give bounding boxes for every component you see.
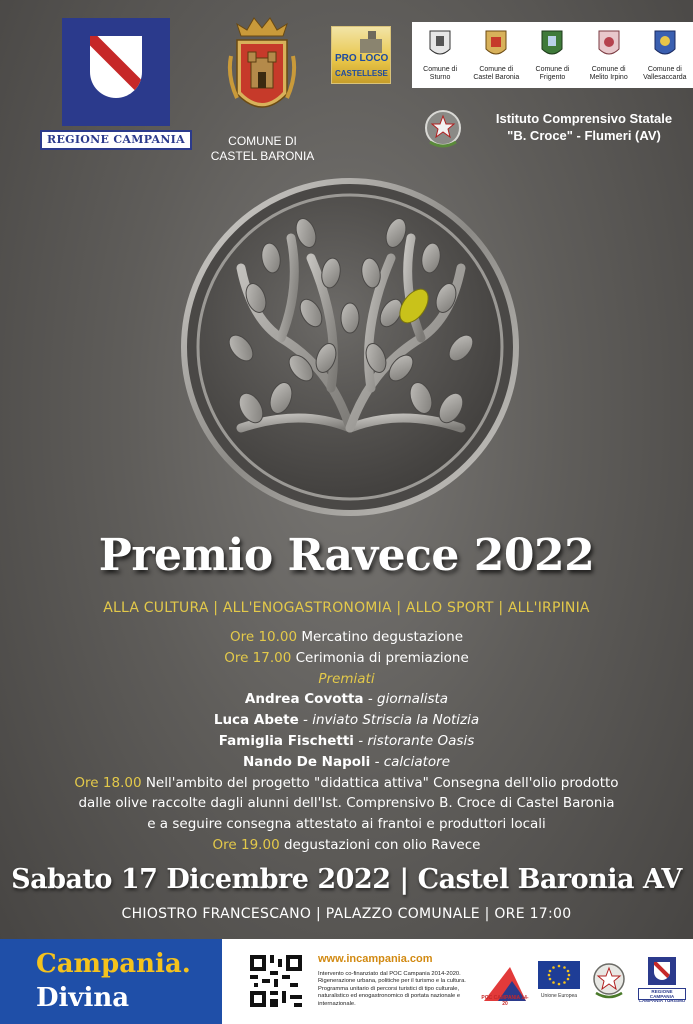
crest-icon bbox=[427, 27, 453, 59]
comune-label-line1: COMUNE DI bbox=[228, 134, 297, 148]
comune-name-line1: Comune di bbox=[647, 66, 682, 73]
footer-funding-text: Intervento co-finanziato dal POC Campania 2014-2020. Rigenerazione urbana, politiche per il turismo e la cultura. Programma unitario di percorsi turistici di tipo culturale, naturalistico ed enogastronomico di portata nazionale e internazionale. bbox=[318, 971, 466, 1007]
comune-castel-baronia bbox=[470, 27, 522, 88]
comune-name-line1: Comune di bbox=[423, 66, 458, 73]
comune-name-line1: Comune di bbox=[591, 66, 626, 73]
comune-name-line2: Melito Irpino bbox=[589, 74, 628, 81]
comune-name-line2: Castel Baronia bbox=[473, 74, 520, 81]
brand-line1: Campania. bbox=[36, 949, 191, 979]
poc-campania-logo bbox=[480, 961, 530, 1005]
premiato-item bbox=[0, 731, 693, 752]
proloco-tower-icon bbox=[332, 27, 392, 53]
premiati-label: Premiati bbox=[318, 670, 375, 687]
comune-sturno bbox=[414, 27, 466, 88]
poc-label: POC CAMPANIA 14-20 bbox=[481, 995, 529, 1007]
premiato-item bbox=[0, 752, 693, 773]
castle-crest-icon bbox=[227, 16, 297, 124]
istituto-comprensivo-header bbox=[424, 108, 693, 154]
premiato-role: - inviato Striscia la Notizia bbox=[298, 712, 480, 729]
footer-url-link[interactable]: www.incampania.com bbox=[318, 953, 433, 965]
program-time: Ore 10.00 bbox=[229, 629, 298, 645]
regione-campania-small-logo bbox=[638, 957, 686, 1013]
comune-castel-baronia-logo bbox=[205, 16, 320, 166]
program-item bbox=[0, 648, 693, 669]
program-text-continued: dalle olive raccolte dagli alunni dell'Ist. Comprensivo B. Croce di Castel Baronia bbox=[78, 795, 615, 812]
comune-name-line2: Sturno bbox=[429, 74, 451, 81]
premiato-item bbox=[0, 710, 693, 731]
italian-republic-emblem-icon bbox=[592, 961, 626, 1001]
event-program bbox=[0, 627, 693, 856]
eu-logo bbox=[538, 961, 580, 1003]
regione-campania-logo bbox=[40, 18, 192, 150]
proloco-logo bbox=[331, 26, 391, 84]
eu-flag-icon bbox=[538, 961, 580, 989]
premiato-name: Nando De Napoli bbox=[242, 753, 371, 770]
program-time: Ore 17.00 bbox=[224, 649, 292, 666]
olive-tree-medallion-icon bbox=[181, 178, 519, 516]
crest-icon bbox=[596, 27, 622, 59]
premiato-role: - giornalista bbox=[363, 691, 449, 708]
comuni-logos-strip bbox=[412, 22, 693, 88]
event-title: Premio Ravece 2022 bbox=[98, 530, 595, 581]
program-time: Ore 18.00 bbox=[74, 774, 142, 791]
proloco-label-line1: PRO LOCO bbox=[335, 53, 389, 64]
premiato-item bbox=[0, 689, 693, 710]
istituto-location: "B. Croce" - Flumeri (AV) bbox=[507, 128, 661, 143]
brand-line2: Divina bbox=[36, 983, 130, 1013]
program-item bbox=[0, 773, 693, 794]
premiato-role: - calciatore bbox=[370, 753, 451, 770]
comune-name-line1: Comune di bbox=[535, 66, 570, 73]
program-text-continued: e a seguire consegna attestato ai frantoi e produttori locali bbox=[147, 816, 546, 833]
event-subtitle: ALLA CULTURA | ALL'ENOGASTRONOMIA | ALLO SPORT | ALL'IRPINIA bbox=[103, 600, 590, 616]
program-text: Mercatino degustazione bbox=[297, 629, 464, 645]
comune-name-line1: Comune di bbox=[479, 66, 514, 73]
program-text: Cerimonia di premiazione bbox=[291, 649, 469, 666]
comune-label-line2: CASTEL BARONIA bbox=[210, 149, 315, 163]
program-text: Nell'ambito del progetto "didattica attiva" Consegna dell'olio prodotto bbox=[141, 774, 619, 791]
comune-name-line2: Frigento bbox=[539, 74, 566, 81]
italian-republic-emblem-icon bbox=[424, 108, 462, 150]
crest-icon bbox=[539, 27, 565, 59]
regione-shield-icon bbox=[62, 18, 170, 126]
premiato-name: Famiglia Fischetti bbox=[218, 732, 354, 749]
proloco-label-line2: CASTELLESE bbox=[335, 69, 388, 78]
regione-label: REGIONE CAMPANIA bbox=[40, 130, 192, 150]
crest-icon bbox=[483, 27, 509, 59]
comune-melito-irpino bbox=[583, 27, 635, 88]
premiato-name: Andrea Covotta bbox=[244, 691, 364, 708]
program-item bbox=[0, 835, 693, 856]
comune-vallesaccarda bbox=[639, 27, 691, 88]
istituto-name: Istituto Comprensivo Statale bbox=[495, 111, 673, 126]
comune-frigento bbox=[526, 27, 578, 88]
qr-code-icon[interactable] bbox=[250, 955, 302, 1007]
regione-shield-icon bbox=[648, 957, 676, 985]
program-text: degustazioni con olio Ravece bbox=[279, 836, 481, 853]
premiato-name: Luca Abete bbox=[213, 712, 299, 729]
premiato-role: - ristorante Oasis bbox=[353, 732, 475, 749]
turismo-label: CAMPANIA TURISMO bbox=[638, 998, 686, 1003]
program-time: Ore 19.00 bbox=[212, 836, 280, 853]
crest-icon bbox=[652, 27, 678, 59]
regione-small-label: REGIONE CAMPANIA bbox=[638, 988, 686, 1000]
eu-label: Unione Europea bbox=[540, 993, 578, 999]
comune-name-line2: Vallesaccarda bbox=[643, 74, 687, 81]
campania-divina-brand bbox=[0, 939, 222, 1024]
event-date-location: Sabato 17 Dicembre 2022 | Castel Baronia AV bbox=[11, 864, 682, 895]
footer-sponsors bbox=[222, 939, 693, 1024]
event-venue: CHIOSTRO FRANCESCANO | PALAZZO COMUNALE | ORE 17:00 bbox=[121, 906, 572, 922]
program-item bbox=[0, 627, 693, 648]
